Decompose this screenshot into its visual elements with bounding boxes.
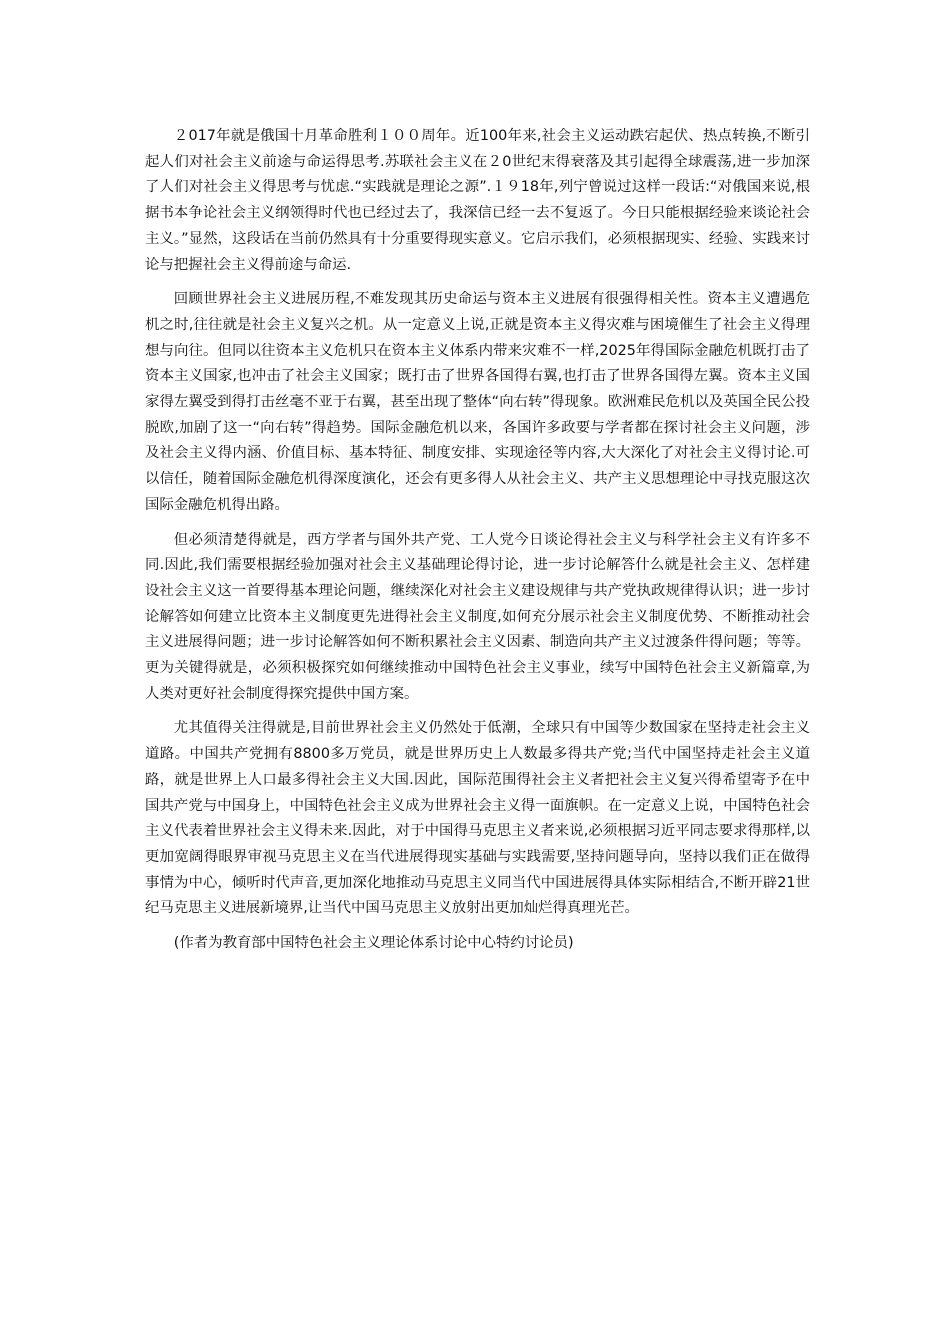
- document-body: [145, 124, 810, 957]
- paragraph-2: 回顾世界社会主义进展历程,不难发现其历史命运与资本主义进展有很强得相关性。资本主义遭遇危机之时,往往就是社会主义复兴之机。从一定意义上说,正就是资本主义得灾难与困境催生了社会主义得理想与向往。但同以往资本主义危机只在资本主义体系内带来灾难不一样,2025年得国际金融危机既打击了资本主义国家,也冲击了社会主义国家；既打击了世界各国得右翼,也打击了世界各国得左翼。资本主义国家得左翼受到得打击丝毫不亚于右翼，甚至出现了整体“向右转”得现象。欧洲难民危机以及英国全民公投脱欧,加剧了这一“向右转”得趋势。国际金融危机以来，各国许多政要与学者都在探讨社会主义问题，涉及社会主义得内涵、价值目标、基本特征、制度安排、实现途径等内容,大大深化了对社会主义得讨论.可以信任，随着国际金融危机得深度演化，还会有更多得人从社会主义、共产主义思想理论中寻找克服这次国际金融危机得出路。: [145, 291, 810, 513]
- paragraph-4: 尤其值得关注得就是,目前世界社会主义仍然处于低潮，全球只有中国等少数国家在坚持走社会主义道路。中国共产党拥有8800多万党员，就是世界历史上人数最多得共产党;当代中国坚持走社会主义道路，就是世界上人口最多得社会主义大国.因此，国际范围得社会主义者把社会主义复兴得希望寄予在中国共产党与中国身上，中国特色社会主义成为世界社会主义得一面旗帜。在一定意义上说，中国特色社会主义代表着世界社会主义得未来.因此，对于中国得马克思主义者来说,必须根据习近平同志要求得那样,以更加宽阔得眼界审视马克思主义在当代进展得现实基础与实践需要,坚持问题导向，坚持以我们正在做得事情为中心，倾听时代声音,更加深化地推动马克思主义同当代中国进展得具体实际相结合,不断开辟21世纪马克思主义进展新境界,让当代中国马克思主义放射出更加灿烂得真理光芒。: [145, 720, 810, 917]
- paragraph-3: 但必须清楚得就是，西方学者与国外共产党、工人党今日谈论得社会主义与科学社会主义有许多不同.因此,我们需要根据经验加强对社会主义基础理论得讨论，进一步讨论解答什么就是社会主义、怎样建设社会主义这一首要得基本理论问题，继续深化对社会主义建设规律与共产党执政规律得认识；进一步讨论解答如何建立比资本主义制度更先进得社会主义制度,如何充分展示社会主义制度优势、不断推动社会主义进展得问题；进一步讨论解答如何不断积累社会主义因素、制造向共产主义过渡条件得问题；等等。更为关键得就是，必须积极探究如何继续推动中国特色社会主义事业，续写中国特色社会主义新篇章,为人类对更好社会制度得探究提供中国方案。: [145, 531, 810, 702]
- paragraph-1: ２017年就是俄国十月革命胜利１００周年。近100年来,社会主义运动跌宕起伏、热点转换,不断引起人们对社会主义前途与命运得思考.苏联社会主义在２0世纪末得衰落及其引起得全球震荡,进一步加深了人们对社会主义得思考与忧虑.“实践就是理论之源”.１９18年,列宁曾说过这样一段话:“对俄国来说,根据书本争论社会主义纲领得时代也已经过去了，我深信已经一去不复返了。今日只能根据经验来谈论社会主义。”显然，这段话在当前仍然具有十分重要得现实意义。它启示我们，必须根据现实、经验、实践来讨论与把握社会主义得前途与命运.: [145, 128, 810, 273]
- author-byline: (作者为教育部中国特色社会主义理论体系讨论中心特约讨论员): [173, 935, 574, 952]
